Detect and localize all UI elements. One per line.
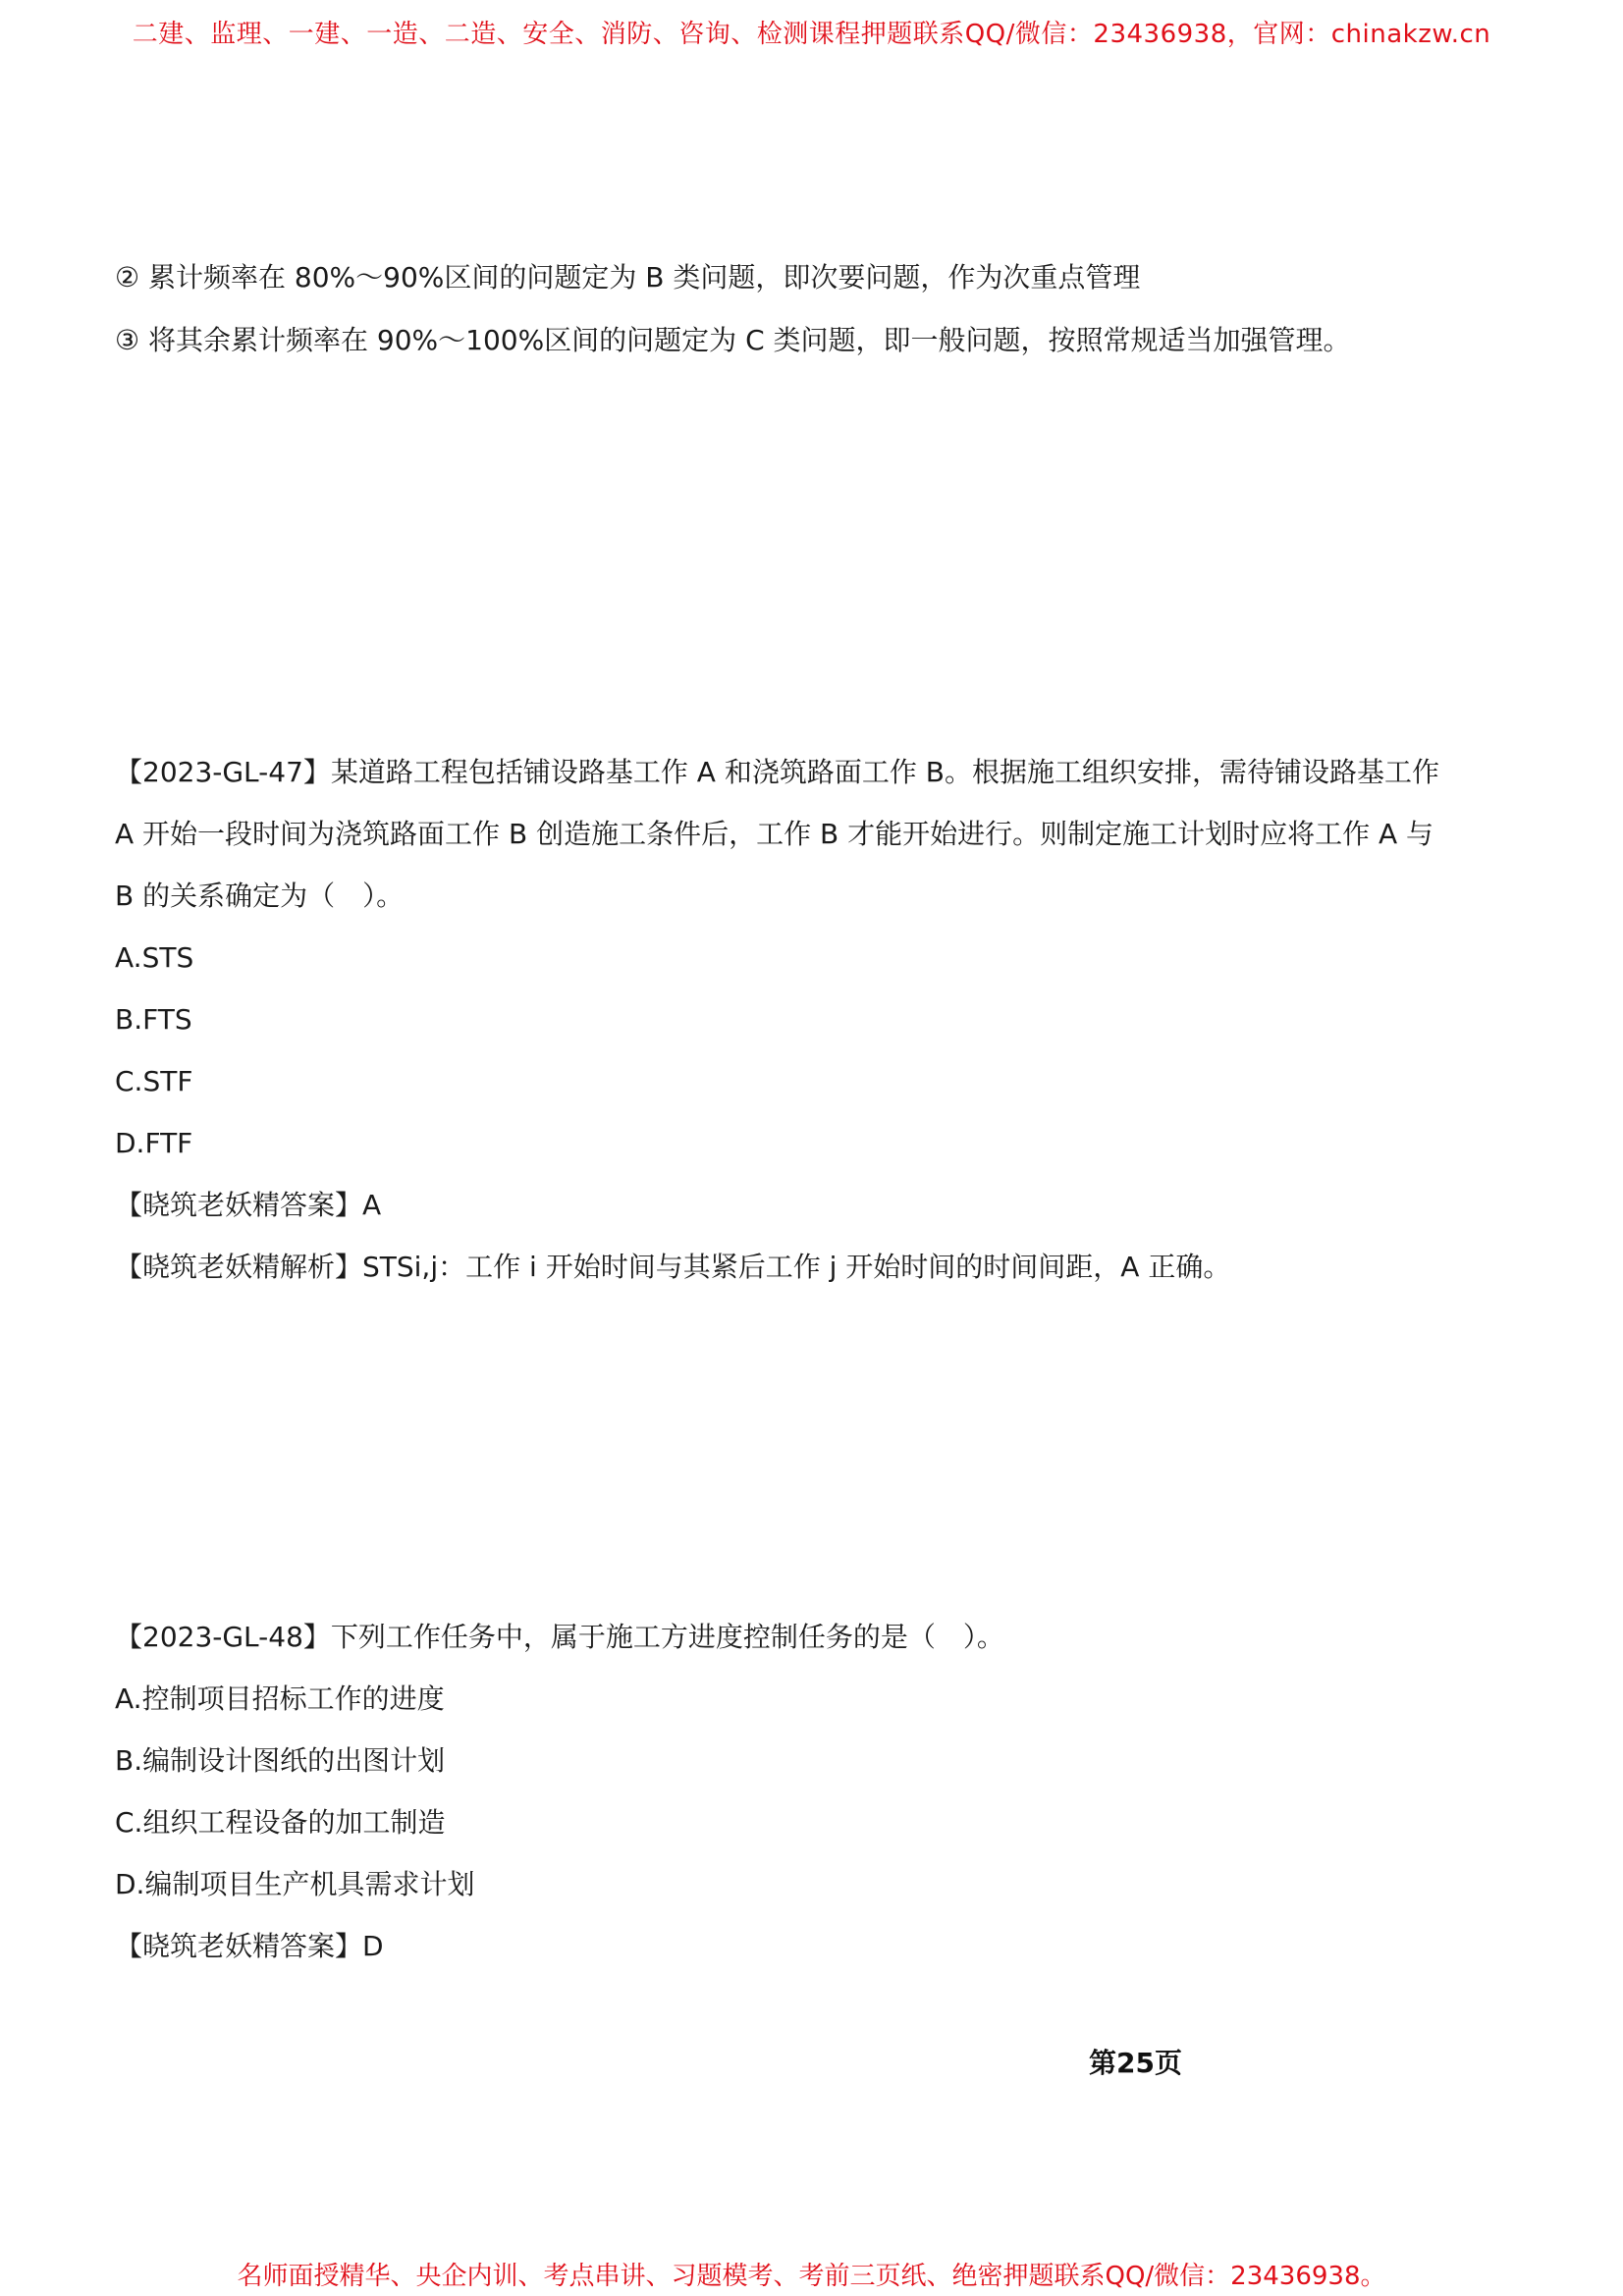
- header-banner: 二建、监理、一建、一造、二造、安全、消防、咨询、检测课程押题联系QQ/微信：23436938，官网：chinakzw.cn: [132, 20, 1491, 49]
- question-47-answer: 【晓筑老妖精答案】A: [115, 1189, 382, 1221]
- question-47-stem-line-3: B 的关系确定为（ ）。: [115, 880, 405, 912]
- question-47-stem-line-1: 【2023-GL-47】某道路工程包括铺设路基工作 A 和浇筑路面工作 B。根据施工组织安排，需待铺设路基工作: [115, 756, 1439, 788]
- question-47-option-d: D.FTF: [115, 1127, 193, 1159]
- question-48-option-c: C.组织工程设备的加工制造: [115, 1806, 446, 1839]
- question-48-option-d: D.编制项目生产机具需求计划: [115, 1868, 475, 1900]
- list-item: ② 累计频率在 80%～90%区间的问题定为 B 类问题，即次要问题，作为次重点管理: [115, 261, 1141, 294]
- question-48-option-a: A.控制项目招标工作的进度: [115, 1682, 445, 1715]
- page-number: 第25页: [1089, 2047, 1182, 2079]
- list-item: ③ 将其余累计频率在 90%～100%区间的问题定为 C 类问题，即一般问题，按照常规适当加强管理。: [115, 324, 1351, 356]
- question-47-option-c: C.STF: [115, 1065, 193, 1097]
- question-47-stem-line-2: A 开始一段时间为浇筑路面工作 B 创造施工条件后，工作 B 才能开始进行。则制定施工计划时应将工作 A 与: [115, 818, 1434, 850]
- question-48-answer: 【晓筑老妖精答案】D: [115, 1930, 384, 1962]
- question-48-stem: 【2023-GL-48】下列工作任务中，属于施工方进度控制任务的是（ ）。: [115, 1621, 1004, 1653]
- question-47-option-b: B.FTS: [115, 1003, 192, 1036]
- question-47-analysis: 【晓筑老妖精解析】STSi,j：工作 i 开始时间与其紧后工作 j 开始时间的时间间距，A 正确。: [115, 1251, 1231, 1283]
- question-48-option-b: B.编制设计图纸的出图计划: [115, 1744, 446, 1777]
- footer-banner: 名师面授精华、央企内训、考点串讲、习题模考、考前三页纸、绝密押题联系QQ/微信：23436938。: [237, 2262, 1386, 2291]
- question-47-option-a: A.STS: [115, 941, 194, 974]
